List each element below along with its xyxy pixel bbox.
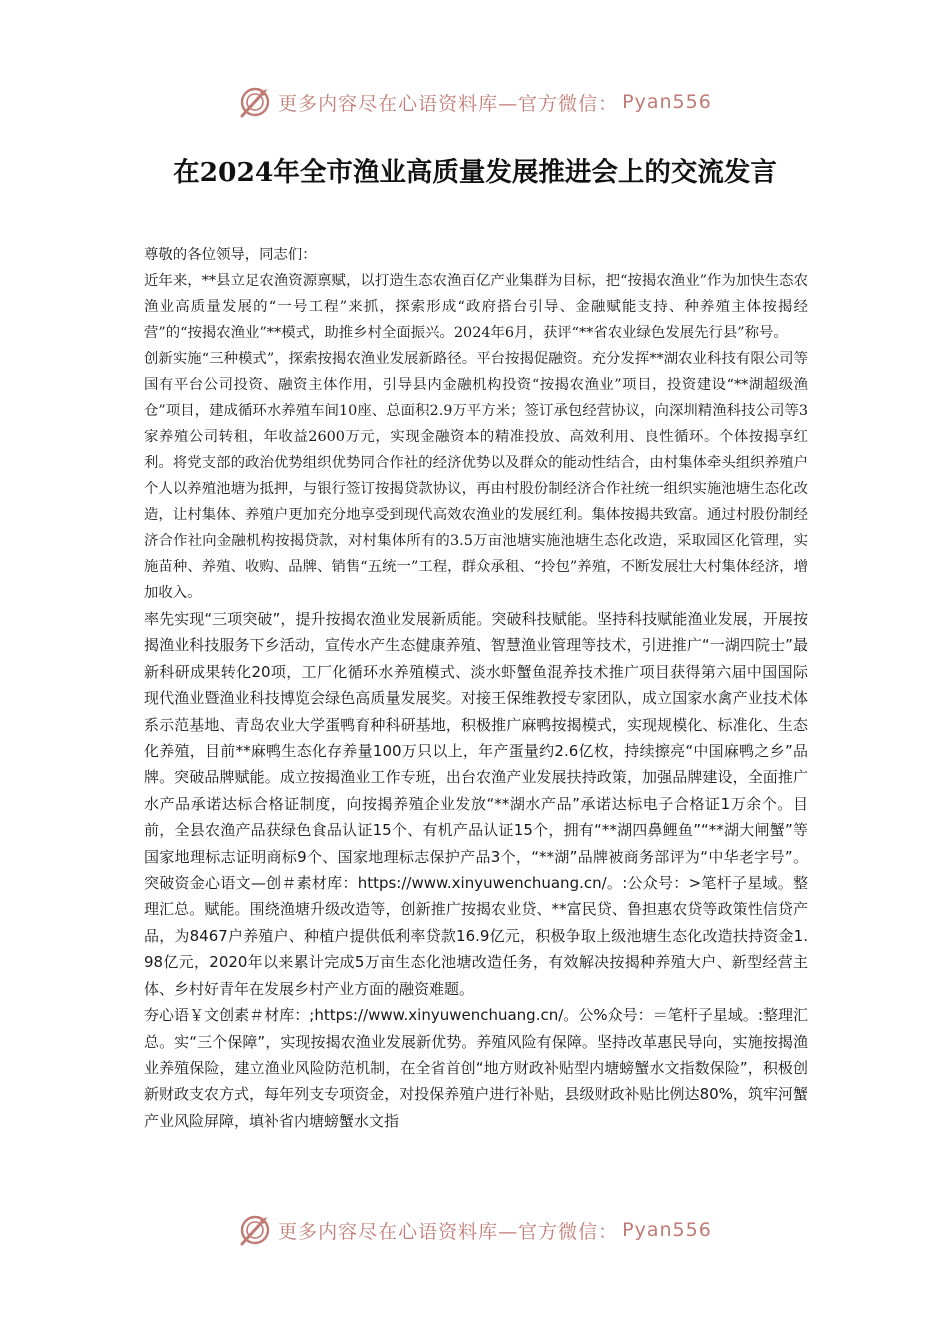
- banner-wechat-id: Pyan556: [622, 1219, 712, 1241]
- paragraph-three-models: 创新实施“三种模式”，探索按揭农渔业发展新路径。平台按揭促融资。充分发挥**湖农业科技有限公司等国有平台公司投资、融资主体作用，引导县内金融机构投资“按揭农渔业”项目，投资建设“**湖超级渔仓”项目，建成循环水养殖车间10座、总面积2.9万平方米；签订承包经营协议，向深圳精渔科技公司等3家养殖公司转租，年收益2600万元，实现金融资本的精准投放、高效利用、良性循环。个体按揭享红利。将党支部的政治优势组织优势同合作社的经济优势以及群众的能动性结合，由村集体牵头组织养殖户个人以养殖池塘为抵押，与银行签订按揭贷款协议，再由村股份制经济合作社统一组织实施池塘生态化改造，让村集体、养殖户更加充分地享受到现代高效农渔业的发展红利。集体按揭共致富。通过村股份制经济合作社向金融机构按揭贷款，对村集体所有的3.5万亩池塘实施池塘生态化改造，采取园区化管理，实施苗种、养殖、收购、品牌、销售“五统一”工程，群众承租、“拎包”养殖，不断发展壮大村集体经济，增加收入。: [144, 351, 808, 601]
- brand-logo-icon: [238, 85, 272, 119]
- paragraph-three-breakthroughs: 率先实现“三项突破”，提升按揭农渔业发展新质能。突破科技赋能。坚持科技赋能渔业发展，开展按揭渔业科技服务下乡活动，宣传水产生态健康养殖、智慧渔业管理等技术，引进推广“一湖四院士”最新科研成果转化20项，工厂化循环水养殖模式、淡水虾蟹鱼混养技术推广项目获得第六届中国国际现代渔业暨渔业科技博览会绿色高质量发展奖。对接王保维教授专家团队，成立国家水禽产业技术体系示范基地、青岛农业大学蛋鸭育种科研基地，积极推广麻鸭按揭模式，实现规模化、标准化、生态化养殖，目前**麻鸭生态化存养量100万只以上，年产蛋量约2.6亿枚，持续擦亮“中国麻鸭之乡”品牌。突破品牌赋能。成立按揭渔业工作专班，出台农渔产业发展扶持政策，加强品牌建设，全面推广水产品承诺达标合格证制度，向按揭养殖企业发放“**湖水产品”承诺达标电子合格证1万余个。目前，全县农渔产品获绿色食品认证15个、有机产品认证15个，拥有“**湖四鼻鲤鱼”“**湖大闸蟹”等国家地理标志证明商标9个、国家地理标志保护产品3个，“**湖”品牌被商务部评为“中华老字号”。突破资金心语文—创＃素材库：https://www.xinyuwenchuang.cn/。:公众号：>笔杆子星域。整理汇总。赋能。围绕渔塘升级改造等，创新推广按揭农业贷、**富民贷、鲁担惠农贷等政策性信贷产品，为8467户养殖户、种植户提供低利率贷款16.9亿元，积极争取上级池塘生态化改造扶持资金1.98亿元，2020年以来累计完成5万亩生态化池塘改造任务，有效解决按揭种养殖大户、新型经营主体、乡村好青年在发展乡村产业方面的融资难题。: [144, 610, 808, 998]
- paragraph-three-guarantees: 夯心语￥文创素＃材库：;https://www.xinyuwenchuang.cn/。公%众号：＝笔杆子星域。:整理汇总。实“三个保障”，实现按揭农渔业发展新优势。养殖风险有保障。坚持改革惠民导向，实施按揭渔业养殖保险，建立渔业风险防范机制，在全省首创“地方财政补贴型内塘螃蟹水文指数保险”，积极创新财政支农方式，每年列支专项资金，对投保养殖户进行补贴，县级财政补贴比例达80%，筑牢河蟹产业风险屏障，填补省内塘螃蟹水文指: [144, 1006, 808, 1130]
- paragraph-intro: 近年来，**县立足农渔资源禀赋，以打造生态农渔百亿产业集群为目标，把“按揭农渔业”作为加快生态农渔业高质量发展的“一号工程”来抓，探索形成“政府搭台引导、金融赋能支持、种养殖主体按揭经营”的“按揭农渔业”**模式，助推乡村全面振兴。2024年6月，获评“**省农业绿色发展先行县”称号。: [144, 273, 808, 341]
- brand-logo-icon: [238, 1213, 272, 1247]
- footer-watermark-banner: [0, 1208, 950, 1252]
- document-body: [144, 242, 808, 1134]
- salutation: 尊敬的各位领导，同志们：: [144, 247, 317, 263]
- document-title: 在2024年全市渔业高质量发展推进会上的交流发言: [173, 157, 777, 188]
- banner-text: 更多内容尽在心语资料库—官方微信：: [278, 1220, 619, 1243]
- banner-wechat-id: Pyan556: [622, 91, 712, 113]
- header-watermark-banner: [0, 80, 950, 124]
- banner-text: 更多内容尽在心语资料库—官方微信：: [278, 92, 619, 115]
